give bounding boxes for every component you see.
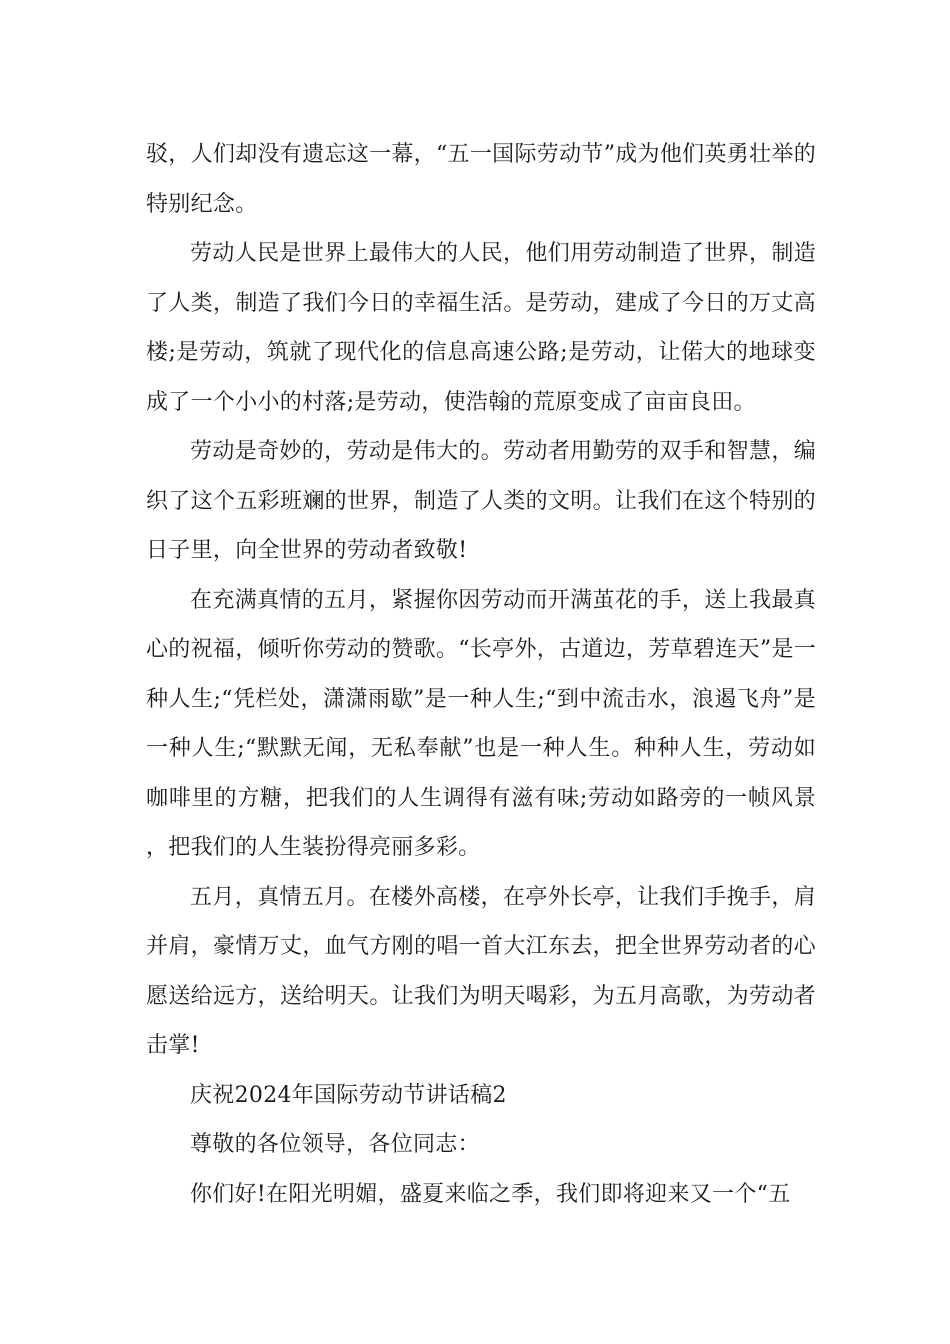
paragraph-may-blessing: 在充满真情的五月，紧握你因劳动而开满茧花的手，送上我最真心的祝福，倾听你劳动的赞歌。“长亭外，古道边，芳草碧连天”是一种人生;“凭栏处，潇潇雨歇”是一种人生;“到中流击水，浪遏飞舟”是一种人生;“默默无闻，无私奉献”也是一种人生。种种人生，劳动如咖啡里的方糖，把我们的人生调得有滋有味;劳动如路旁的一帧风景，把我们的人生装扮得亮丽多彩。 — [146, 587, 816, 860]
paragraph-labor-people: 劳动人民是世界上最伟大的人民，他们用劳动制造了世界，制造了人类，制造了我们今日的幸福生活。是劳动，建成了今日的万丈高楼;是劳动，筑就了现代化的信息高速公路;是劳动，让偌大的地球变成了一个小小的村落;是劳动，使浩翰的荒原变成了亩亩良田。 — [146, 241, 816, 415]
opening-line: 你们好!在阳光明媚，盛夏来临之季，我们即将迎来又一个“五 — [190, 1181, 791, 1207]
salutation: 尊敬的各位领导，各位同志： — [190, 1132, 480, 1157]
paragraph-continuation: 驳，人们却没有遗忘这一幕，“五一国际劳动节”成为他们英勇壮举的特别纪念。 — [146, 142, 816, 217]
document-body — [146, 130, 816, 1219]
paragraph-labor-wonderful: 劳动是奇妙的，劳动是伟大的。劳动者用勤劳的双手和智慧，编织了这个五彩班斓的世界，制造了人类的文明。让我们在这个特别的日子里，向全世界的劳动者致敬! — [146, 439, 816, 563]
paragraph-may-true-feelings: 五月，真情五月。在楼外高楼，在亭外长亭，让我们手挽手，肩并肩，豪情万丈，血气方刚的唱一首大江东去，把全世界劳动者的心愿送给远方，送给明天。让我们为明天喝彩，为五月高歌，为劳动者击掌! — [146, 884, 816, 1058]
section-title: 庆祝2024年国际劳动节讲话稿2 — [190, 1082, 507, 1108]
